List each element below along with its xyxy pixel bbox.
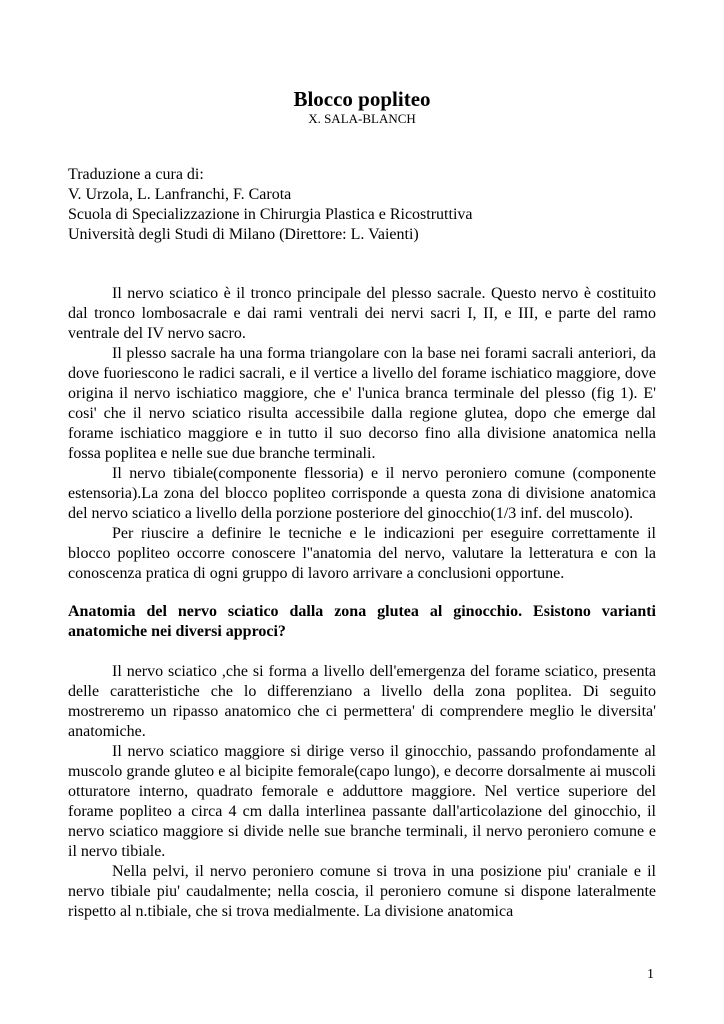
body-paragraph: Nella pelvi, il nervo peroniero comune si trova in una posizione piu' craniale e il nervo tibiale piu' caudalmente; nella coscia, il peroniero comune si dispone lateralmente rispetto al n.tibiale, che si trova medialmente. La divisione anatomica [68,863,656,920]
document-title: Blocco popliteo [293,87,431,111]
credits-line: Traduzione a cura di: [68,166,204,183]
body-paragraph: Il nervo sciatico è il tronco principale del plesso sacrale. Questo nervo è costituito dal tronco lombosacrale e dai rami ventrali dei nervi sacri I, II, e III, e parte del ramo ventrale del IV nervo sacro. [68,285,656,342]
document-author: X. SALA-BLANCH [308,111,416,126]
credits-line: Università degli Studi di Milano (Direttore: L. Vaienti) [68,226,419,243]
body-paragraph: Per riuscire a definire le tecniche e le indicazioni per eseguire correttamente il blocco popliteo occorre conoscere l''anatomia del nervo, valutare la letteratura e con la conoscenza pratica di ogni gruppo di lavoro arrivare a conclusioni opportune. [68,525,656,582]
body-paragraph: Il nervo sciatico ,che si forma a livello dell'emergenza del forame sciatico, presenta delle caratteristiche che lo differenziano a livello della zona poplitea. Di seguito mostreremo un ripasso anatomico che ci permettera' di comprendere meglio le diversita' anatomiche. [68,663,656,740]
credits-line: V. Urzola, L. Lanfranchi, F. Carota [68,186,292,203]
translation-credits [68,165,668,245]
body-paragraph: Il nervo sciatico maggiore si dirige verso il ginocchio, passando profondamente al muscolo grande gluteo e al bicipite femorale(capo lungo), e decorre dorsalmente ai muscoli otturatore interno, quadrato femorale e adduttore maggiore. Nel vertice superiore del forame popliteo a circa 4 cm dalla interlinea passante dall'articolazione del ginocchio, il nervo sciatico maggiore si divide nelle sue branche terminali, il nervo peroniero comune e il nervo tibiale. [68,743,656,860]
body-paragraph: Il plesso sacrale ha una forma triangolare con la base nei forami sacrali anteriori, da dove fuoriescono le radici sacrali, e il vertice a livello del forame ischiatico maggiore, dove origina il nervo ischiatico maggiore, che e' l'unica branca terminale del plesso (fig 1). E' cosi' che il nervo sciatico risulta accessibile dalla regione glutea, dopo che emerge dal forame ischiatico maggiore e in tutto il suo decorso fino alla divisione anatomica nella fossa poplitea e nelle sue due branche terminali. [68,345,656,462]
page-number: 1 [647,967,654,982]
section-heading: Anatomia del nervo sciatico dalla zona glutea al ginocchio. Esistono varianti anatomiche nei diversi approci? [68,603,656,640]
body-paragraph: Il nervo tibiale(componente flessoria) e il nervo peroniero comune (componente estensoria).La zona del blocco popliteo corrisponde a questa zona di divisione anatomica del nervo sciatico a livello della porzione posteriore del ginocchio(1/3 inf. del muscolo). [68,465,656,522]
credits-line: Scuola di Specializzazione in Chirurgia Plastica e Ricostruttiva [68,206,473,223]
document-body [68,284,656,922]
